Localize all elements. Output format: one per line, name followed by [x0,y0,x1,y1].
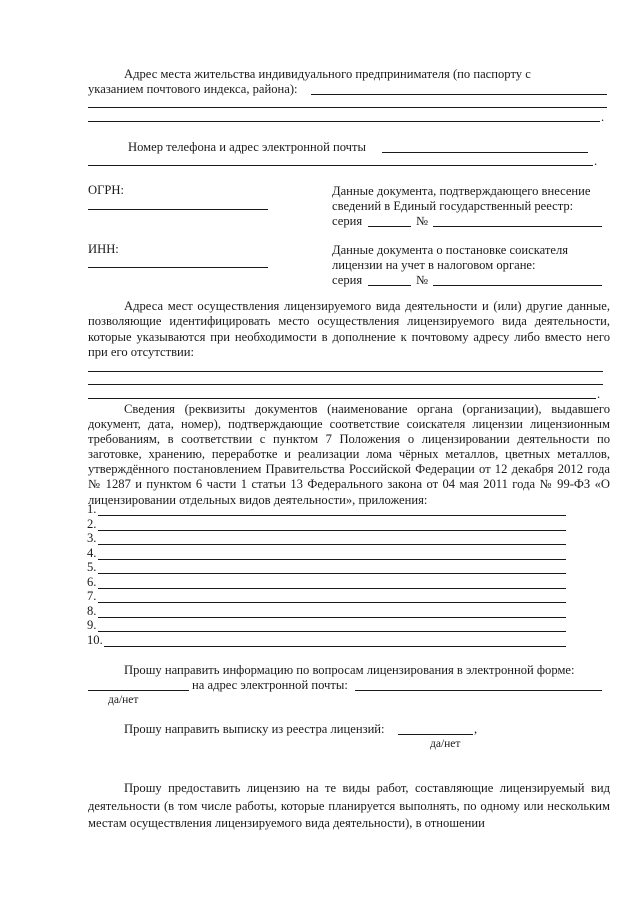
ogrn-doc-label-line1: Данные документа, подтверждающего внесение [332,184,591,198]
places-field-line2[interactable] [88,384,603,385]
documents-paragraph: Сведения (реквизиты документов (наименование органа (организации), выдавшего документ, дата, номер), подтверждающие соответствие соискателя лицензии лицензионным требованиям, в соответствии с пунктом 7 Положения о лицензировании деятельности по заготовке, хранению, переработке и реализации лома чёрных металлов, цветных металлов, утверждённого постановлением Правительства Российской Федерации от 12 декабря 2012 года № 1287 и пунктом 6 части 1 статьи 13 Федерального закона от 04 мая 2011 года № 99-ФЗ «О лицензировании отдельных видов деятельности», приложения: [88,402,610,507]
electronic-email-label: на адрес электронной почты: [192,678,348,692]
inn-series-label: серия [332,273,363,287]
electronic-yes-no-field[interactable] [88,690,189,691]
doc-item-field-5[interactable] [98,573,566,574]
inn-series-field[interactable] [368,285,411,286]
doc-item-field-10[interactable] [104,646,566,647]
doc-item-number: 8. [87,604,97,618]
ogrn-label: ОГРН: [88,183,124,197]
doc-item-field-1[interactable] [98,515,566,516]
phone-email-label: Номер телефона и адрес электронной почты [128,140,366,154]
doc-item-field-2[interactable] [98,530,566,531]
doc-item-number: 10. [87,633,103,647]
extract-yes-no-field[interactable] [398,734,473,735]
doc-item-number: 3. [87,531,97,545]
doc-item-field-8[interactable] [98,617,566,618]
places-field-line3[interactable] [88,398,596,399]
phone-email-field-line2[interactable] [88,165,593,166]
address-dot: . [601,110,605,124]
doc-item-field-3[interactable] [98,544,566,545]
ogrn-number-field[interactable] [433,226,602,227]
address-field[interactable] [311,94,607,95]
inn-label: ИНН: [88,242,119,256]
doc-item-field-4[interactable] [98,559,566,560]
phone-dot: . [594,154,598,168]
inn-doc-label-line2: лицензии на учет в налоговом органе: [332,258,536,272]
address-label-line1: Адрес места жительства индивидуального предпринимателя (по паспорту с [124,67,531,81]
electronic-yes-no-hint: да/нет [108,694,139,706]
inn-field[interactable] [88,267,268,268]
doc-item-number: 4. [87,546,97,560]
address-field-line3[interactable] [88,121,600,122]
places-field-line1[interactable] [88,371,603,372]
electronic-request-text: Прошу направить информацию по вопросам лицензирования в электронной форме: [124,663,575,677]
inn-number-label: № [416,273,429,287]
doc-item-number: 2. [87,517,97,531]
doc-item-number: 5. [87,560,97,574]
ogrn-field[interactable] [88,209,268,210]
provide-paragraph: Прошу предоставить лицензию на те виды работ, составляющие лицензируемый вид деятельности (в том числе работы, которые планируется выполнять, по одному или нескольким местам осуществления лицензируемого вида деятельности), в отношении [88,781,610,830]
extract-comma: , [474,722,478,736]
address-label-line2: указанием почтового индекса, района): [88,82,298,96]
places-paragraph: Адреса мест осуществления лицензируемого вида деятельности и (или) другие данные, позволяющие идентифицировать место осуществления лицензируемого вида деятельности, которые указываются при необходимости в дополнение к почтовому адресу либо вместо него при его отсутствии: [88,299,610,359]
doc-item-field-6[interactable] [98,588,566,589]
electronic-email-field[interactable] [355,690,602,691]
phone-email-field[interactable] [382,152,588,153]
doc-item-field-7[interactable] [98,602,566,603]
inn-doc-label-line1: Данные документа о постановке соискателя [332,243,569,257]
extract-yes-no-hint: да/нет [430,738,461,750]
address-field-line2[interactable] [88,107,607,108]
inn-number-field[interactable] [433,285,602,286]
ogrn-number-label: № [416,214,429,228]
places-dot: . [597,387,601,401]
ogrn-series-label: серия [332,214,363,228]
ogrn-series-field[interactable] [368,226,411,227]
doc-item-number: 7. [87,589,97,603]
doc-item-field-9[interactable] [98,631,566,632]
doc-item-number: 9. [87,618,97,632]
doc-item-number: 1. [87,502,97,516]
extract-request-text: Прошу направить выписку из реестра лицензий: [124,722,385,736]
ogrn-doc-label-line2: сведений в Единый государственный реестр: [332,199,574,213]
doc-item-number: 6. [87,575,97,589]
